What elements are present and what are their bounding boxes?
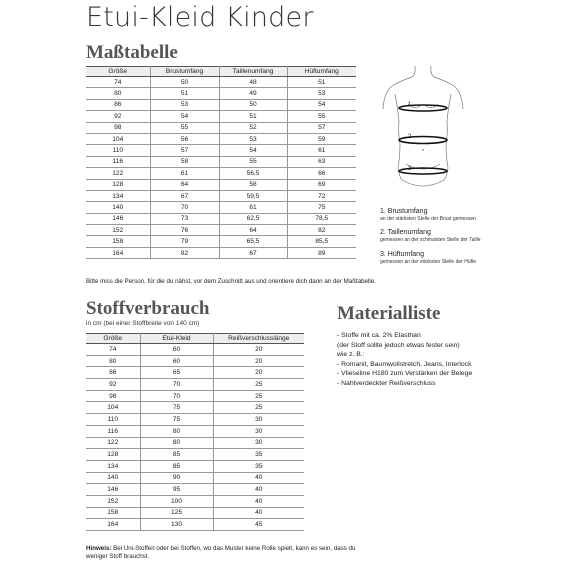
table-cell: 70 xyxy=(150,202,219,213)
table-cell: 122 xyxy=(86,437,140,449)
table-cell: 110 xyxy=(86,414,140,426)
table-cell: 89 xyxy=(287,247,356,258)
legend-hip-desc: gemessen an der stärksten Stelle der Hüfte xyxy=(380,259,477,265)
table-cell: 80 xyxy=(86,355,140,367)
table-cell: 40 xyxy=(213,507,304,519)
table-cell: 130 xyxy=(140,519,213,531)
table-row xyxy=(86,367,304,379)
table-cell: 85,5 xyxy=(287,236,356,247)
table-row xyxy=(86,472,304,484)
table-cell: 25 xyxy=(213,402,304,414)
table-cell: 67 xyxy=(150,190,219,201)
table-cell: 92 xyxy=(86,379,140,391)
table-cell: 95 xyxy=(140,484,213,496)
table-cell: 50 xyxy=(219,99,287,110)
legend-bust-desc: an der stärksten Stelle der Brust gemessen xyxy=(380,216,476,222)
table-cell: 152 xyxy=(86,495,140,507)
table-row xyxy=(86,133,356,144)
table-cell: 74 xyxy=(86,344,140,356)
table-cell: 67 xyxy=(219,247,287,258)
table-cell: 90 xyxy=(140,472,213,484)
column-header: Reißverschlusslänge xyxy=(213,334,304,344)
table-cell: 158 xyxy=(86,236,150,247)
table-row xyxy=(86,99,356,110)
legend-hip xyxy=(380,251,476,265)
table-row xyxy=(86,460,304,472)
table-cell: 56 xyxy=(150,133,219,144)
table-cell: 65,5 xyxy=(219,236,287,247)
table-cell: 80 xyxy=(86,88,150,99)
table-cell: 54 xyxy=(219,145,287,156)
table-cell: 75 xyxy=(140,414,213,426)
table-cell: 51 xyxy=(287,77,356,88)
table-row xyxy=(86,145,356,156)
figure-right-shoulder xyxy=(431,66,463,109)
table-cell: 134 xyxy=(86,190,150,201)
material-list xyxy=(337,331,472,389)
table-cell: 86 xyxy=(86,99,150,110)
column-header: Etui-Kleid xyxy=(140,334,213,344)
table-cell: 58 xyxy=(219,179,287,190)
legend-waist xyxy=(380,229,481,243)
table-cell: 70 xyxy=(140,390,213,402)
material-title: Materialliste xyxy=(337,303,441,324)
bust-line xyxy=(399,105,447,111)
table-cell: 35 xyxy=(213,460,304,472)
table-cell: 82 xyxy=(287,225,356,236)
marker-2: 2 xyxy=(408,134,412,140)
table-cell: 80 xyxy=(140,425,213,437)
table-cell: 57 xyxy=(150,145,219,156)
table-row xyxy=(86,379,304,391)
table-cell: 78,5 xyxy=(287,213,356,224)
table-cell: 57 xyxy=(287,122,356,133)
table-cell: 85 xyxy=(140,460,213,472)
table-cell: 51 xyxy=(150,88,219,99)
table-row xyxy=(86,213,356,224)
fabric-subtitle: in cm (bei einer Stoffbreite von 140 cm) xyxy=(86,320,200,327)
table-row xyxy=(86,414,304,426)
table-cell: 60 xyxy=(140,344,213,356)
column-header: Größe xyxy=(86,334,140,344)
table-cell: 40 xyxy=(213,495,304,507)
table-cell: 25 xyxy=(213,379,304,391)
size-table xyxy=(86,66,356,259)
table-row xyxy=(86,88,356,99)
hint-label: Hinweis: xyxy=(86,545,112,552)
table-cell: 64 xyxy=(150,179,219,190)
table-cell: 51 xyxy=(219,111,287,122)
table-row xyxy=(86,390,304,402)
table-cell: 152 xyxy=(86,225,150,236)
hint-text: Bei Uni-Stoffen oder bei Stoffen, wo das Muster keine Rolle spielt, kann es sein, dass du weniger Stoff brauchst. xyxy=(86,545,356,560)
table-cell: 40 xyxy=(213,484,304,496)
table-row xyxy=(86,122,356,133)
table-cell: 58 xyxy=(150,156,219,167)
table-cell: 53 xyxy=(287,88,356,99)
page-title: Etui-Kleid Kinder xyxy=(86,2,314,33)
table-cell: 35 xyxy=(213,449,304,461)
table-cell: 116 xyxy=(86,425,140,437)
table-cell: 104 xyxy=(86,402,140,414)
table-cell: 55 xyxy=(287,111,356,122)
table-cell: 82 xyxy=(150,247,219,258)
table-cell: 56,5 xyxy=(219,168,287,179)
table-cell: 60 xyxy=(140,355,213,367)
table-cell: 30 xyxy=(213,425,304,437)
table-cell: 69 xyxy=(287,179,356,190)
body-measurement-figure xyxy=(378,64,468,194)
material-item: - Vlieseline H180 zum Verstärken der Belege xyxy=(337,370,473,378)
table-row xyxy=(86,179,356,190)
table-row xyxy=(86,111,356,122)
table-cell: 59,5 xyxy=(219,190,287,201)
table-row xyxy=(86,437,304,449)
table-row xyxy=(86,507,304,519)
table-row xyxy=(86,519,304,531)
table-cell: 122 xyxy=(86,168,150,179)
table-cell: 146 xyxy=(86,484,140,496)
table-cell: 61 xyxy=(150,168,219,179)
material-item: - Nahtverdeckter Reißverschluss xyxy=(337,379,436,387)
table-cell: 61 xyxy=(219,202,287,213)
column-header: Brustumfang xyxy=(150,67,219,77)
table-cell: 52 xyxy=(219,122,287,133)
table-row xyxy=(86,156,356,167)
table-cell: 30 xyxy=(213,414,304,426)
table-cell: 73 xyxy=(150,213,219,224)
table-cell: 55 xyxy=(219,156,287,167)
table-cell: 72 xyxy=(287,190,356,201)
table-row xyxy=(86,225,356,236)
table-row xyxy=(86,344,304,356)
table-cell: 20 xyxy=(213,367,304,379)
table-cell: 128 xyxy=(86,449,140,461)
table-cell: 104 xyxy=(86,133,150,144)
table-cell: 64 xyxy=(219,225,287,236)
table-cell: 100 xyxy=(140,495,213,507)
fabric-table-title: Stoffverbrauch xyxy=(86,298,210,319)
table-cell: 86 xyxy=(86,367,140,379)
column-header: Größe xyxy=(86,67,150,77)
table-row xyxy=(86,168,356,179)
legend-bust xyxy=(380,208,476,222)
table-cell: 79 xyxy=(150,236,219,247)
table-row xyxy=(86,449,304,461)
marker-3: 3 xyxy=(408,166,412,172)
table-cell: 53 xyxy=(150,99,219,110)
legend-waist-label: 2. Taillenumfang xyxy=(380,229,431,236)
waist-line xyxy=(399,137,447,144)
size-table-title: Maßtabelle xyxy=(86,42,178,63)
table-row xyxy=(86,355,304,367)
table-cell: 98 xyxy=(86,390,140,402)
legend-hip-label: 3. Hüftumfang xyxy=(380,251,424,258)
table-row xyxy=(86,247,356,258)
table-cell: 164 xyxy=(86,247,150,258)
table-cell: 116 xyxy=(86,156,150,167)
table-cell: 30 xyxy=(213,437,304,449)
table-cell: 66 xyxy=(287,168,356,179)
fabric-hint xyxy=(86,545,361,561)
column-header: Taillenumfang xyxy=(219,67,287,77)
table-cell: 146 xyxy=(86,213,150,224)
material-item: - Romanit, Baumwollstretch, Jeans, Interlock xyxy=(337,360,472,368)
table-cell: 134 xyxy=(86,460,140,472)
table-cell: 128 xyxy=(86,179,150,190)
table-row xyxy=(86,495,304,507)
table-row xyxy=(86,202,356,213)
table-cell: 158 xyxy=(86,507,140,519)
table-cell: 48 xyxy=(219,77,287,88)
table-cell: 76 xyxy=(150,225,219,236)
marker-1: 1 xyxy=(408,102,412,108)
table-cell: 40 xyxy=(213,472,304,484)
table-cell: 54 xyxy=(287,99,356,110)
legend-waist-desc: gemessen an der schmalsten Stelle der Taille xyxy=(380,237,481,243)
figure-bottom xyxy=(402,180,444,186)
table-cell: 140 xyxy=(86,202,150,213)
measure-note: Bitte miss die Person, für die du nähst, vor dem Zuschnitt aus und orientiere dich dann an der Maßtabelle. xyxy=(86,278,376,285)
table-row xyxy=(86,236,356,247)
table-cell: 125 xyxy=(140,507,213,519)
table-cell: 50 xyxy=(150,77,219,88)
table-cell: 25 xyxy=(213,390,304,402)
table-cell: 62,5 xyxy=(219,213,287,224)
table-cell: 59 xyxy=(287,133,356,144)
material-item: wie z. B.: xyxy=(337,351,365,359)
table-row xyxy=(86,484,304,496)
table-cell: 49 xyxy=(219,88,287,99)
table-cell: 74 xyxy=(86,77,150,88)
table-row xyxy=(86,190,356,201)
table-row xyxy=(86,77,356,88)
table-cell: 110 xyxy=(86,145,150,156)
column-header: Hüftumfang xyxy=(287,67,356,77)
legend-bust-label: 1. Brustumfang xyxy=(380,208,428,215)
table-cell: 92 xyxy=(86,111,150,122)
table-row xyxy=(86,402,304,414)
table-cell: 54 xyxy=(150,111,219,122)
table-cell: 55 xyxy=(150,122,219,133)
table-cell: 140 xyxy=(86,472,140,484)
material-item: (der Stoff sollte jedoch etwas fester sein) xyxy=(337,341,460,349)
table-cell: 61 xyxy=(287,145,356,156)
table-cell: 20 xyxy=(213,344,304,356)
material-item: - Stoffe mit ca. 2% Elasthan xyxy=(337,332,421,339)
table-cell: 75 xyxy=(140,402,213,414)
table-row xyxy=(86,425,304,437)
figure-navel xyxy=(422,149,424,151)
fabric-table xyxy=(86,333,304,531)
table-cell: 20 xyxy=(213,355,304,367)
table-cell: 98 xyxy=(86,122,150,133)
table-cell: 164 xyxy=(86,519,140,531)
table-cell: 80 xyxy=(140,437,213,449)
table-cell: 53 xyxy=(219,133,287,144)
table-cell: 45 xyxy=(213,519,304,531)
table-cell: 65 xyxy=(140,367,213,379)
table-cell: 63 xyxy=(287,156,356,167)
table-cell: 85 xyxy=(140,449,213,461)
table-cell: 75 xyxy=(287,202,356,213)
table-cell: 70 xyxy=(140,379,213,391)
